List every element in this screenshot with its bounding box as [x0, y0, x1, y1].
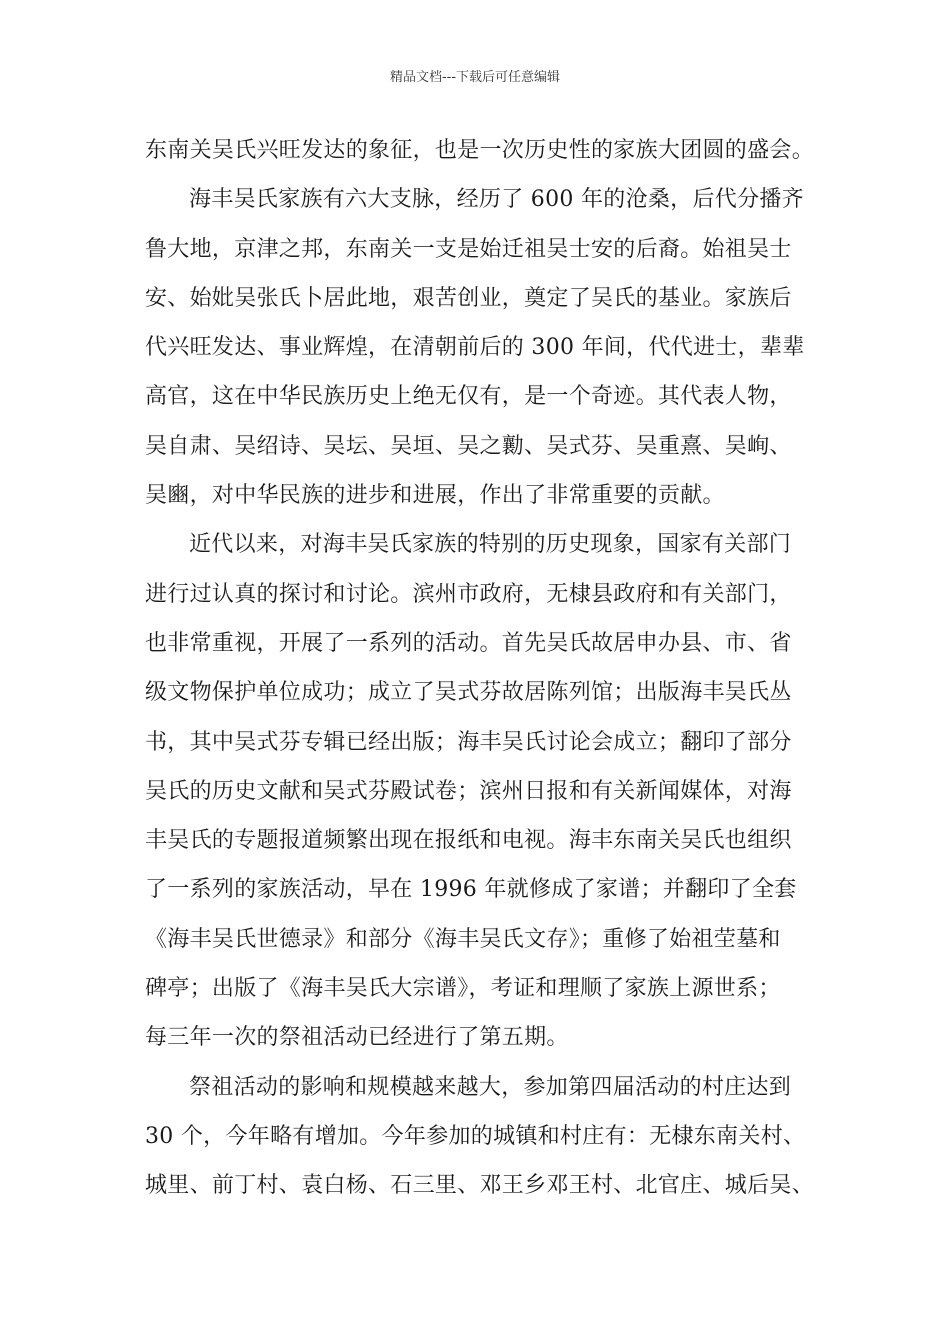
text-line: 鲁大地，京津之邦，东南关一支是始迁祖吴士安的后裔。始祖吴士 — [145, 236, 792, 262]
text-line: 也非常重视，开展了一系列的活动。首先吴氏故居申办县、市、省 — [145, 630, 792, 656]
text-line: 了一系列的家族活动，早在 1996 年就修成了家谱；并翻印了全套 — [145, 877, 797, 903]
text-line: 安、始妣吴张氏卜居此地，艰苦创业，奠定了吴氏的基业。家族后 — [145, 285, 792, 311]
document-body — [145, 126, 815, 1211]
text-line: 《海丰吴氏世德录》和部分《海丰吴氏文存》；重修了始祖茔墓和 — [145, 926, 781, 952]
text-line: 书，其中吴式芬专辑已经出版；海丰吴氏讨论会成立；翻印了部分 — [145, 729, 792, 755]
text-line: 东南关吴氏兴旺发达的象征，也是一次历史性的家族大团圆的盛会。 — [145, 138, 815, 163]
text-line: 高官，这在中华民族历史上绝无仅有，是一个奇迹。其代表人物， — [145, 384, 792, 410]
text-line: 每三年一次的祭祖活动已经进行了第五期。 — [145, 1025, 569, 1051]
text-line: 吴豳，对中华民族的进步和进展，作出了非常重要的贡献。 — [145, 483, 725, 509]
text-line: 进行过认真的探讨和讨论。滨州市政府，无棣县政府和有关部门， — [145, 581, 792, 607]
text-line: 近代以来，对海丰吴氏家族的特别的历史现象，国家有关部门 — [189, 532, 792, 558]
text-line: 吴自肃、吴绍诗、吴坛、吴垣、吴之勷、吴式芬、吴重熹、吴峋、 — [145, 433, 792, 459]
text-line: 吴氏的历史文献和吴式芬殿试卷；滨州日报和有关新闻媒体，对海 — [145, 778, 792, 804]
text-line: 丰吴氏的专题报道频繁出现在报纸和电视。海丰东南关吴氏也组织 — [145, 828, 792, 854]
text-line: 海丰吴氏家族有六大支脉，经历了 600 年的沧桑，后代分播齐 — [189, 187, 804, 213]
text-line: 代兴旺发达、事业辉煌，在清朝前后的 300 年间，代代进士，辈辈 — [145, 335, 805, 361]
text-line: 级文物保护单位成功；成立了吴式芬故居陈列馆；出版海丰吴氏丛 — [145, 680, 792, 706]
text-line: 30 个，今年略有增加。今年参加的城镇和村庄有：无棣东南关村、 — [145, 1123, 806, 1149]
page-header: 精品文档---下载后可任意编辑 — [389, 70, 561, 85]
text-line: 祭祖活动的影响和规模越来越大，参加第四届活动的村庄达到 — [189, 1074, 792, 1100]
text-line: 城里、前丁村、袁白杨、石三里、邓王乡邓王村、北官庄、城后吴、 — [145, 1173, 815, 1199]
text-line: 碑亭；出版了《海丰吴氏大宗谱》，考证和理顺了家族上源世系； — [145, 976, 781, 1002]
